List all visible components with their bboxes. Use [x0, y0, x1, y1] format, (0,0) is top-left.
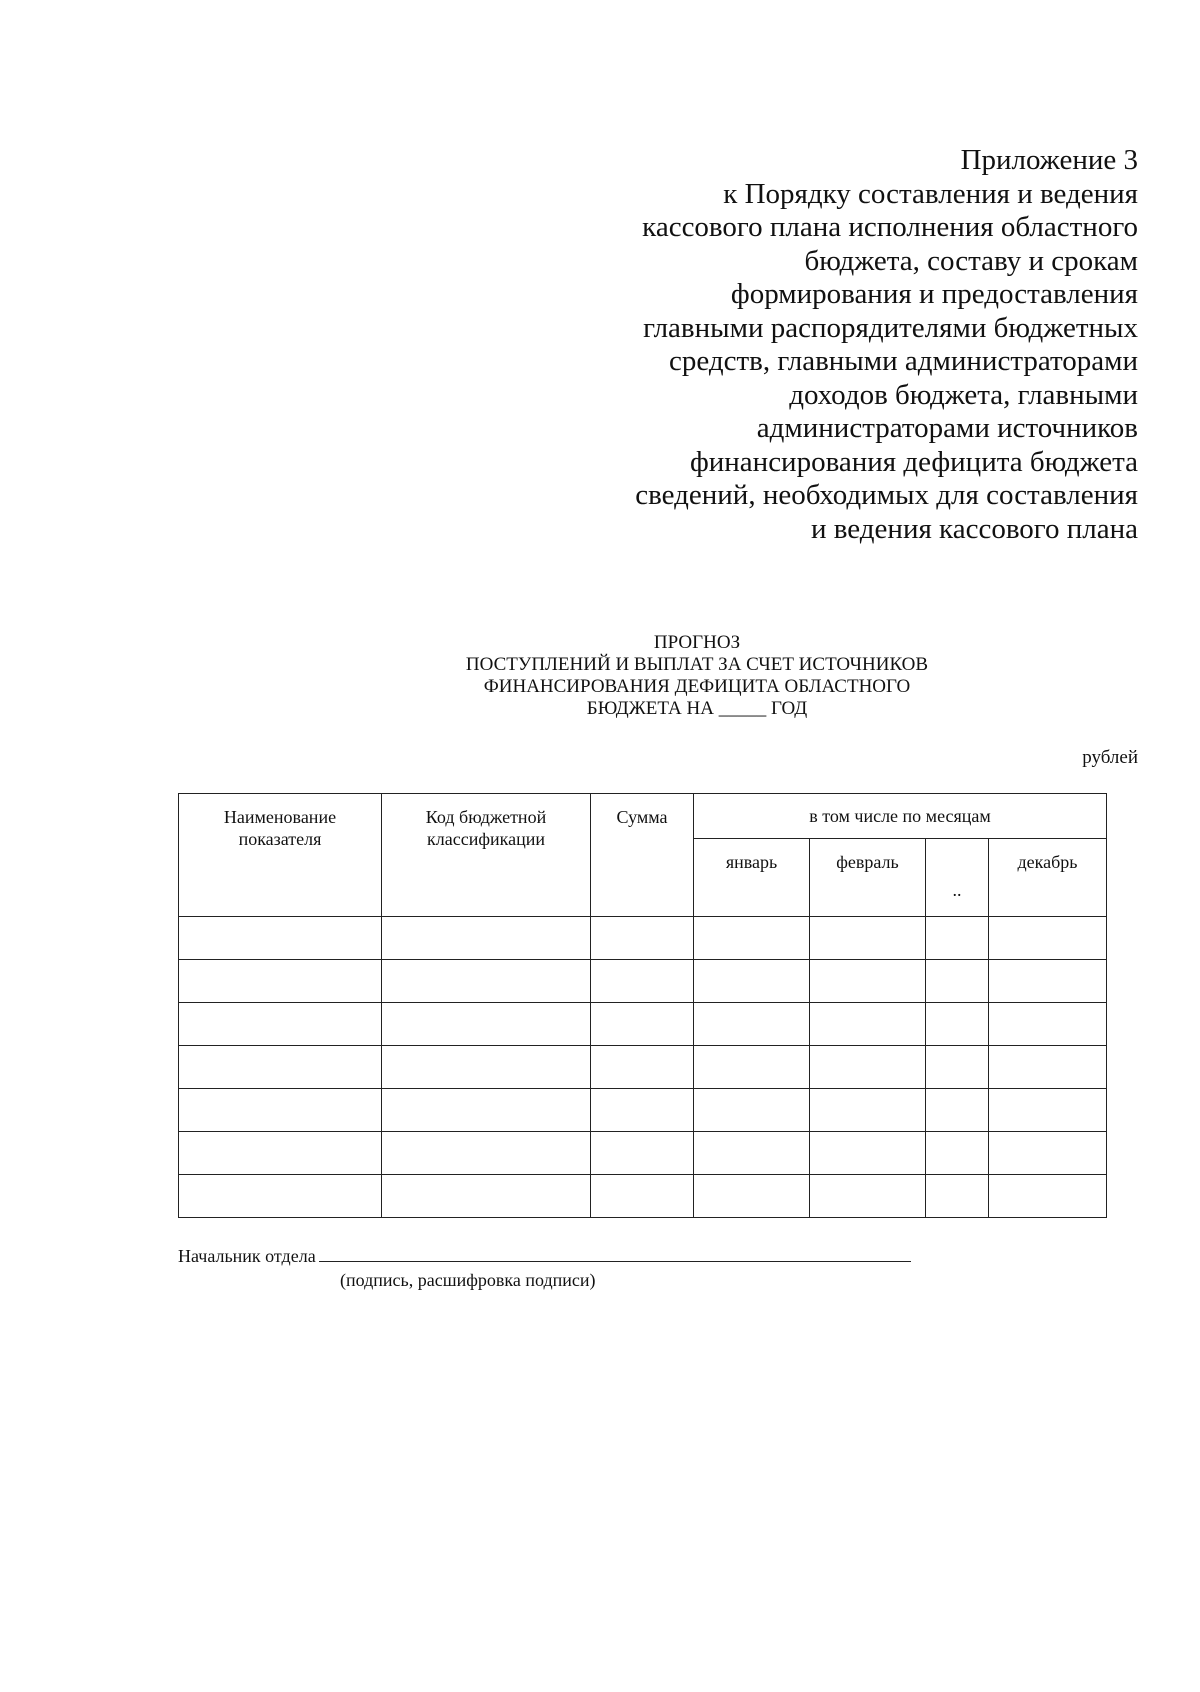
table-cell[interactable]: [382, 1175, 591, 1218]
appendix-line: главными распорядителями бюджетных: [643, 311, 1138, 344]
signature-label: Начальник отдела: [178, 1246, 316, 1266]
header-december: декабрь: [989, 839, 1107, 917]
title-line: БЮДЖЕТА НА _____ ГОД: [586, 698, 808, 719]
title-line: ФИНАНСИРОВАНИЯ ДЕФИЦИТА ОБЛАСТНОГО: [483, 676, 911, 697]
table-cell[interactable]: [382, 917, 591, 960]
table-cell[interactable]: [179, 917, 382, 960]
table-cell[interactable]: [810, 960, 926, 1003]
table-cell[interactable]: [382, 1089, 591, 1132]
table-cell[interactable]: [591, 1132, 694, 1175]
appendix-line: и ведения кассового плана: [811, 512, 1138, 545]
table-row: [179, 1175, 1107, 1218]
table-cell[interactable]: [179, 1132, 382, 1175]
table-row: [179, 1089, 1107, 1132]
table-cell[interactable]: [591, 1089, 694, 1132]
table-cell[interactable]: [989, 1046, 1107, 1089]
header-february: февраль: [810, 839, 926, 917]
appendix-line: финансирования дефицита бюджета: [689, 445, 1138, 478]
header-text: Наименование: [223, 807, 337, 827]
table-cell[interactable]: [926, 1175, 989, 1218]
signature-caption: (подпись, расшифровка подписи): [340, 1270, 596, 1290]
title-line: ПРОГНОЗ: [653, 632, 741, 653]
header-budget-code: [382, 794, 591, 917]
table-cell[interactable]: [179, 960, 382, 1003]
header-text: классификации: [427, 829, 545, 849]
table-cell[interactable]: [179, 1046, 382, 1089]
signature-row: [178, 1243, 911, 1267]
table-cell[interactable]: [694, 1046, 810, 1089]
table-row: [179, 960, 1107, 1003]
appendix-line: к Порядку составления и ведения: [723, 177, 1138, 210]
table-cell[interactable]: [926, 1089, 989, 1132]
table-cell[interactable]: [810, 1132, 926, 1175]
table-cell[interactable]: [989, 1132, 1107, 1175]
table-cell[interactable]: [382, 1132, 591, 1175]
table-cell[interactable]: [810, 1089, 926, 1132]
document-title: [0, 632, 1200, 720]
appendix-line: администраторами источников: [756, 412, 1138, 444]
appendix-line: Приложение 3: [960, 144, 1138, 176]
table-cell[interactable]: [989, 1089, 1107, 1132]
table-cell[interactable]: [179, 1175, 382, 1218]
table-cell[interactable]: [382, 1003, 591, 1046]
table-cell[interactable]: [810, 1003, 926, 1046]
table-cell[interactable]: [989, 917, 1107, 960]
table-cell[interactable]: [926, 917, 989, 960]
table-cell[interactable]: [694, 917, 810, 960]
table-cell[interactable]: [926, 1003, 989, 1046]
appendix-line: средств, главными администраторами: [668, 345, 1138, 377]
header-sum: Сумма: [591, 794, 694, 917]
table-row: [179, 917, 1107, 960]
table-cell[interactable]: [591, 917, 694, 960]
table-cell[interactable]: [989, 1003, 1107, 1046]
table-cell[interactable]: [694, 1089, 810, 1132]
table-row: [179, 1132, 1107, 1175]
units-label: рублей: [1082, 747, 1138, 768]
signature-line[interactable]: [319, 1243, 911, 1262]
appendix-line: формирования и предоставления: [730, 278, 1138, 310]
header-text: показателя: [238, 829, 322, 849]
table-row: [179, 1046, 1107, 1089]
table-cell[interactable]: [591, 1175, 694, 1218]
table-cell[interactable]: [989, 960, 1107, 1003]
table-row: [179, 1003, 1107, 1046]
header-january: январь: [694, 839, 810, 917]
table-cell[interactable]: [810, 917, 926, 960]
table-cell[interactable]: [926, 960, 989, 1003]
header-indicator-name: [179, 794, 382, 917]
table-cell[interactable]: [382, 1046, 591, 1089]
appendix-line: кассового плана исполнения областного: [642, 211, 1138, 243]
appendix-line: бюджета, составу и срокам: [804, 244, 1138, 277]
appendix-line: сведений, необходимых для составления: [635, 479, 1138, 511]
table-cell[interactable]: [926, 1132, 989, 1175]
table-cell[interactable]: [179, 1089, 382, 1132]
table-cell[interactable]: [694, 1003, 810, 1046]
table-cell[interactable]: [179, 1003, 382, 1046]
table-cell[interactable]: [694, 1175, 810, 1218]
table-cell[interactable]: [694, 960, 810, 1003]
table-cell[interactable]: [591, 1046, 694, 1089]
appendix-block: [578, 144, 1138, 546]
table-cell[interactable]: [591, 1003, 694, 1046]
table-cell[interactable]: [810, 1046, 926, 1089]
table-cell[interactable]: [591, 960, 694, 1003]
appendix-line: доходов бюджета, главными: [789, 378, 1138, 411]
header-text: Код бюджетной: [425, 807, 547, 827]
forecast-table: [178, 793, 1107, 1218]
header-ellipsis: [926, 839, 989, 917]
table-cell[interactable]: [382, 960, 591, 1003]
table-cell[interactable]: [926, 1046, 989, 1089]
table-cell[interactable]: [989, 1175, 1107, 1218]
table-cell[interactable]: [810, 1175, 926, 1218]
table-cell[interactable]: [694, 1132, 810, 1175]
ellipsis-text: ..: [952, 880, 962, 900]
title-line: ПОСТУПЛЕНИЙ И ВЫПЛАТ ЗА СЧЕТ ИСТОЧНИКОВ: [465, 654, 929, 675]
header-months-group: в том числе по месяцам: [694, 794, 1107, 839]
